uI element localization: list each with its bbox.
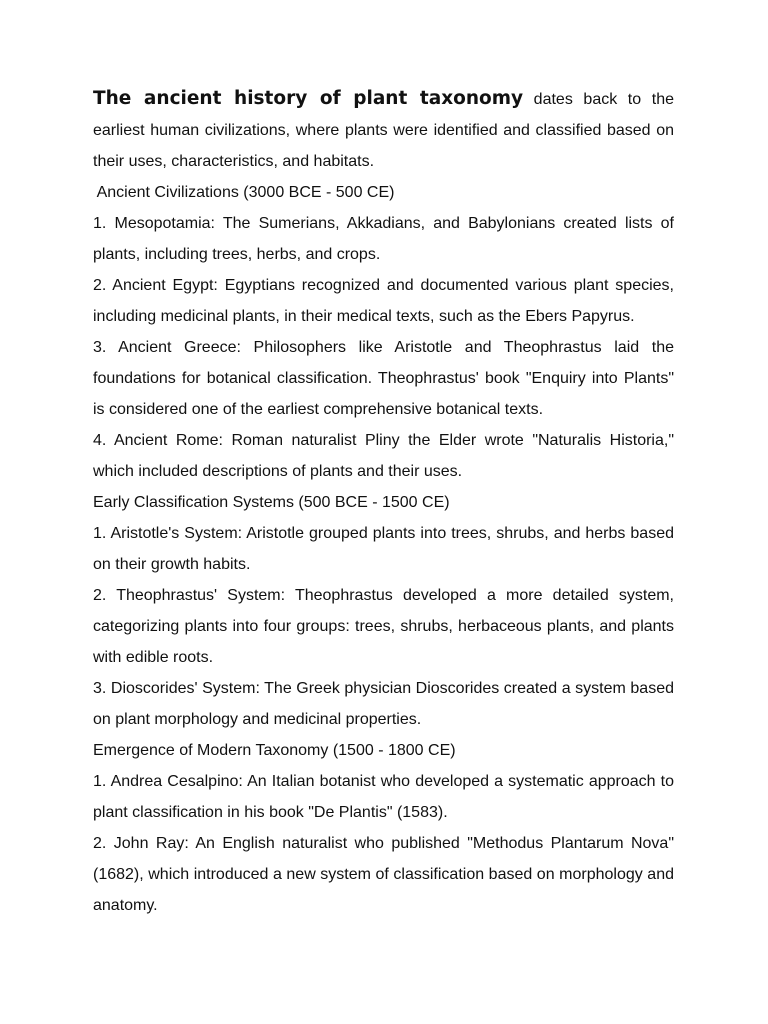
list-item-andrea-cesalpino: 1. Andrea Cesalpino: An Italian botanist who developed a systematic approach to plant classification in his book "De Plantis" (1583). [93,773,674,821]
section-heading-ancient-civilizations: Ancient Civilizations (3000 BCE - 500 CE) [93,184,395,201]
section-heading-modern-taxonomy: Emergence of Modern Taxonomy (1500 - 1800 CE) [93,742,456,759]
list-item-ancient-egypt: 2. Ancient Egypt: Egyptians recognized and documented various plant species, including medicinal plants, in their medical texts, such as the Ebers Papyrus. [93,277,674,325]
document-page [93,83,674,921]
list-item-aristotle-system: 1. Aristotle's System: Aristotle grouped plants into trees, shrubs, and herbs based on their growth habits. [93,525,674,573]
intro-text: dates back to the earliest human civilizations, where plants were identified and classified based on their uses, characteristics, and habitats. [93,91,674,170]
list-item-dioscorides-system: 3. Dioscorides' System: The Greek physician Dioscorides created a system based on plant morphology and medicinal properties. [93,680,674,728]
list-item-john-ray: 2. John Ray: An English naturalist who published "Methodus Plantarum Nova" (1682), which introduced a new system of classification based on morphology and anatomy. [93,835,674,914]
list-item-theophrastus-system: 2. Theophrastus' System: Theophrastus developed a more detailed system, categorizing plants into four groups: trees, shrubs, herbaceous plants, and plants with edible roots. [93,587,674,666]
list-item-ancient-greece: 3. Ancient Greece: Philosophers like Aristotle and Theophrastus laid the foundations for botanical classification. Theophrastus' book "Enquiry into Plants" is considered one of the earliest comprehensive botanical texts. [93,339,674,418]
list-item-ancient-rome: 4. Ancient Rome: Roman naturalist Pliny the Elder wrote "Naturalis Historia," which included descriptions of plants and their uses. [93,432,674,480]
section-heading-early-classification: Early Classification Systems (500 BCE - 1500 CE) [93,494,450,511]
list-item-mesopotamia: 1. Mesopotamia: The Sumerians, Akkadians, and Babylonians created lists of plants, including trees, herbs, and crops. [93,215,674,263]
intro-bold-text: The ancient history of plant taxonomy [93,88,524,109]
intro-paragraph [93,83,674,177]
